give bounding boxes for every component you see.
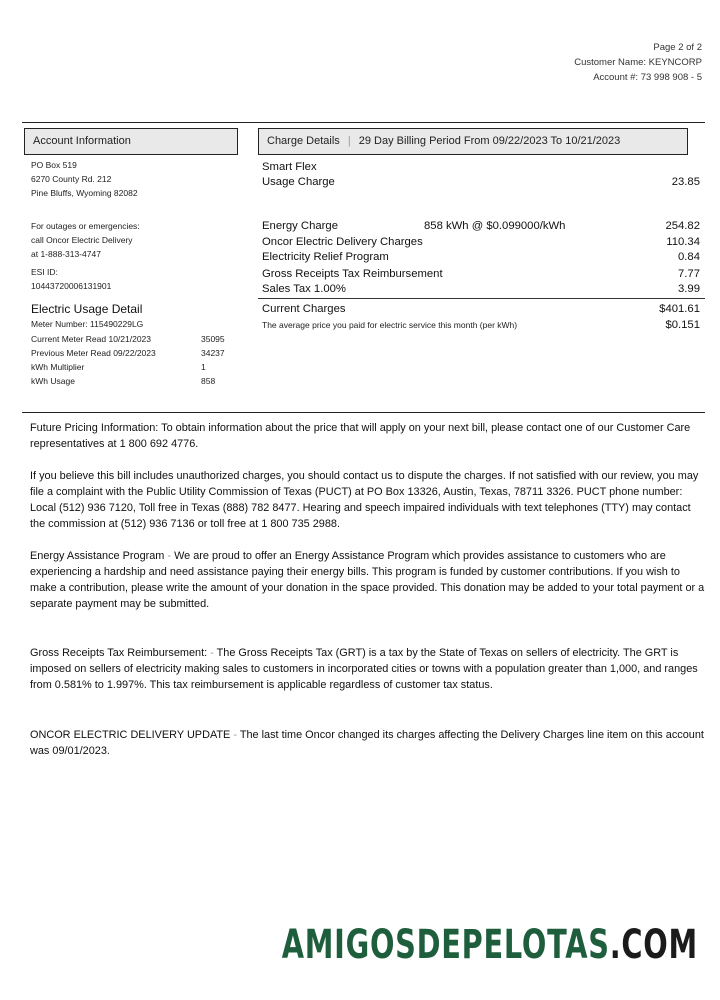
account-number: Account #: 73 998 908 - 5 (593, 72, 702, 83)
sales-tax-value: 3.99 (678, 283, 700, 295)
oncor-charge-value: 110.34 (666, 236, 700, 248)
energy-assistance-body: We are proud to offer an Energy Assistance Program which provides assistance to customers who are experiencing a hardship and need assistance paying their energy bills. This program is funded by customer contributions. If you wish to make a contribution, please write the amount of your donation in the space provided. This donation may be added to your total payment or a separate payment may be submitted. (30, 550, 705, 610)
future-pricing-notice: Future Pricing Information: To obtain information about the price that will apply on your next bill, please contact one of our Customer Care representatives at 1 800 692 4776. (30, 422, 691, 450)
usage-row-label: Current Meter Read 10/21/2023 (31, 334, 152, 344)
watermark-name: AMIGOSDEPELOTAS (281, 922, 610, 968)
energy-assistance-title: Energy Assistance Program (30, 550, 165, 562)
current-charges-value: $401.61 (659, 303, 700, 315)
outage-line: For outages or emergencies: (31, 221, 140, 231)
sales-tax-label: Sales Tax 1.00% (262, 283, 346, 295)
watermark (282, 922, 698, 968)
usage-detail-title: Electric Usage Detail (31, 302, 143, 316)
grt-notice-body: The Gross Receipts Tax (GRT) is a tax by the State of Texas on sellers of electricity. The GRT is imposed on sellers of electricity making sales to customers in incorporated cities or towns with a population greater than 1,000, and ranges from 0.581% to 1.997%. This tax reimbursement is applicable regardless of customer tax status. (30, 647, 698, 691)
usage-row (31, 374, 231, 388)
usage-charge-label: Usage Charge (262, 176, 335, 188)
address-line: Pine Bluffs, Wyoming 82082 (31, 188, 138, 198)
address-block (31, 158, 138, 200)
average-price-label: The average price you paid for electric service this month (per kWh) (262, 320, 518, 330)
usage-row-value: 858 (201, 376, 216, 386)
average-price-value: $0.151 (665, 319, 700, 331)
top-divider (22, 122, 705, 123)
usage-row-value: 34237 (201, 348, 225, 358)
page-number: Page 2 of 2 (653, 42, 702, 53)
account-info-title: Account Information (33, 135, 131, 147)
outage-line: call Oncor Electric Delivery (31, 235, 133, 245)
oncor-update-notice: ONCOR ELECTRIC DELIVERY UPDATE - The last time Oncor changed its charges affecting the Delivery Charges line item on this account was 09/01/2023. (30, 729, 704, 757)
address-line: PO Box 519 (31, 160, 77, 170)
section-divider (22, 412, 705, 413)
grt-notice: Gross Receipts Tax Reimbursement: - The Gross Receipts Tax (GRT) is a tax by the State of Texas on sellers of electricity. The GRT is imposed on sellers of electricity making sales to customers in incorporated cities or towns with a population greater than 1,000, and ranges from 0.581% to 1.997%. This tax reimbursement is applicable regardless of customer tax status. (30, 647, 698, 691)
usage-charge-value: 23.85 (671, 176, 700, 188)
energy-charge-detail: 858 kWh @ $0.099000/kWh (424, 220, 566, 232)
charge-details-title: Charge Details (267, 135, 340, 147)
outage-line: at 1-888-313-4747 (31, 249, 101, 259)
address-line: 6270 County Rd. 212 (31, 174, 112, 184)
energy-assistance-notice: Energy Assistance Program - We are proud to offer an Energy Assistance Program which provides assistance to customers who are experiencing a hardship and need assistance paying their energy bills. This program is funded by customer contributions. If you wish to make a contribution, please write the amount of your donation in the space provided. This donation may be added to your total payment or a separate payment may be submitted. (30, 550, 705, 610)
relief-program-label: Electricity Relief Program (262, 251, 389, 263)
grt-value: 7.77 (678, 268, 700, 280)
esi-label: ESI ID: (31, 267, 58, 277)
watermark-domain: .COM (609, 922, 698, 968)
account-info-header (24, 128, 238, 155)
usage-row-value: 1 (201, 362, 206, 372)
usage-row (31, 360, 231, 374)
usage-row-label: Previous Meter Read 09/22/2023 (31, 348, 156, 358)
charge-details-header: Charge Details | 29 Day Billing Period From 09/22/2023 To 10/21/2023 (258, 128, 688, 155)
usage-row (31, 332, 231, 346)
plan-name: Smart Flex (262, 161, 317, 173)
usage-row-label: kWh Multiplier (31, 362, 85, 372)
charges-rule (258, 298, 705, 299)
energy-charge-value: 254.82 (665, 220, 700, 232)
current-charges-label: Current Charges (262, 303, 346, 315)
grt-notice-title: Gross Receipts Tax Reimbursement: (30, 647, 208, 659)
esi-value: 10443720006131901 (31, 281, 112, 291)
oncor-update-title: ONCOR ELECTRIC DELIVERY UPDATE (30, 729, 231, 741)
customer-name: Customer Name: KEYNCORP (574, 57, 702, 68)
meter-number: Meter Number: 115490229LG (31, 319, 144, 329)
oncor-update-body: The last time Oncor changed its charges affecting the Delivery Charges line item on this account was 09/01/2023. (30, 729, 704, 757)
oncor-charge-label: Oncor Electric Delivery Charges (262, 236, 423, 248)
outage-block (31, 219, 140, 261)
billing-period: 29 Day Billing Period From 09/22/2023 To 10/21/2023 (358, 135, 621, 147)
page-header (574, 40, 702, 85)
grt-label: Gross Receipts Tax Reimbursement (262, 268, 443, 280)
usage-row (31, 346, 231, 360)
esi-block (31, 265, 111, 293)
relief-program-value: 0.84 (678, 251, 700, 263)
usage-row-value: 35095 (201, 334, 225, 344)
usage-row-label: kWh Usage (31, 376, 75, 386)
usage-rows (31, 332, 231, 388)
energy-charge-label: Energy Charge (262, 220, 338, 232)
dispute-notice: If you believe this bill includes unauthorized charges, you should contact us to dispute the charges. If not satisfied with our review, you may file a complaint with the Public Utility Commission of Texas (PUCT) at PO Box 13326, Austin, Texas, 78711 3326. PUCT phone number: Local (512) 936 7120, Toll free in Texas (888) 782 8477. Hearing and speech impaired individuals with text telephones (TTY) may contact the commission at (512) 936 7136 or toll free at 1 800 735 2988. (30, 470, 699, 530)
